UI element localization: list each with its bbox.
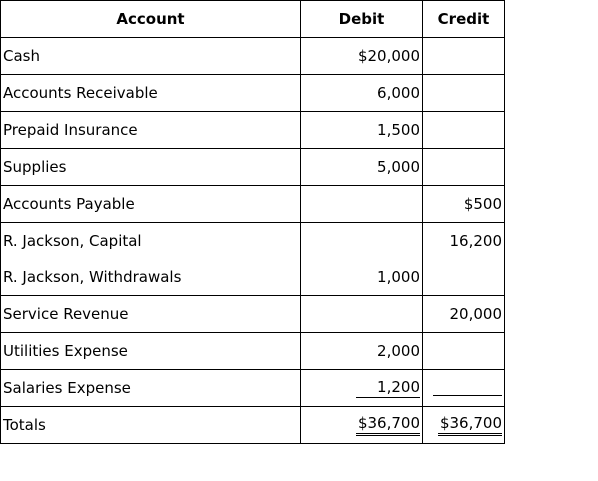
credit-amount [423, 149, 505, 186]
credit-amount [423, 75, 505, 112]
table-row [1, 259, 505, 296]
credit-amount [423, 259, 505, 296]
account-name: Accounts Receivable [1, 75, 301, 112]
table-row [1, 370, 505, 407]
account-name: R. Jackson, Withdrawals [1, 259, 301, 296]
credit-amount: 16,200 [423, 223, 505, 260]
debit-amount: 1,000 [301, 259, 423, 296]
debit-total-amount: $36,700 [356, 414, 420, 436]
debit-amount [301, 370, 423, 407]
account-name: Prepaid Insurance [1, 112, 301, 149]
header-debit: Debit [301, 1, 423, 38]
credit-amount [423, 370, 505, 407]
debit-underlined-amount: 1,200 [356, 378, 420, 398]
table-row [1, 223, 505, 260]
debit-total [301, 407, 423, 444]
credit-total [423, 407, 505, 444]
table-row [1, 149, 505, 186]
header-account: Account [1, 1, 301, 38]
totals-row [1, 407, 505, 444]
table-row [1, 296, 505, 333]
credit-underline-rule [433, 394, 502, 396]
credit-amount [423, 112, 505, 149]
credit-amount [423, 333, 505, 370]
table-row [1, 112, 505, 149]
table-row [1, 38, 505, 75]
credit-amount [423, 38, 505, 75]
credit-amount: 20,000 [423, 296, 505, 333]
debit-amount: $20,000 [301, 38, 423, 75]
totals-label: Totals [1, 407, 301, 444]
account-name: Cash [1, 38, 301, 75]
account-name: Utilities Expense [1, 333, 301, 370]
table-row [1, 186, 505, 223]
account-name: Accounts Payable [1, 186, 301, 223]
account-name: R. Jackson, Capital [1, 223, 301, 260]
debit-amount [301, 296, 423, 333]
debit-amount [301, 223, 423, 260]
table-row [1, 75, 505, 112]
credit-total-amount: $36,700 [438, 414, 502, 436]
debit-amount: 2,000 [301, 333, 423, 370]
debit-amount: 5,000 [301, 149, 423, 186]
credit-amount: $500 [423, 186, 505, 223]
account-name: Supplies [1, 149, 301, 186]
account-name: Service Revenue [1, 296, 301, 333]
account-name: Salaries Expense [1, 370, 301, 407]
header-row [1, 1, 505, 38]
debit-amount: 6,000 [301, 75, 423, 112]
table-row [1, 333, 505, 370]
debit-amount: 1,500 [301, 112, 423, 149]
header-credit: Credit [423, 1, 505, 38]
debit-amount [301, 186, 423, 223]
